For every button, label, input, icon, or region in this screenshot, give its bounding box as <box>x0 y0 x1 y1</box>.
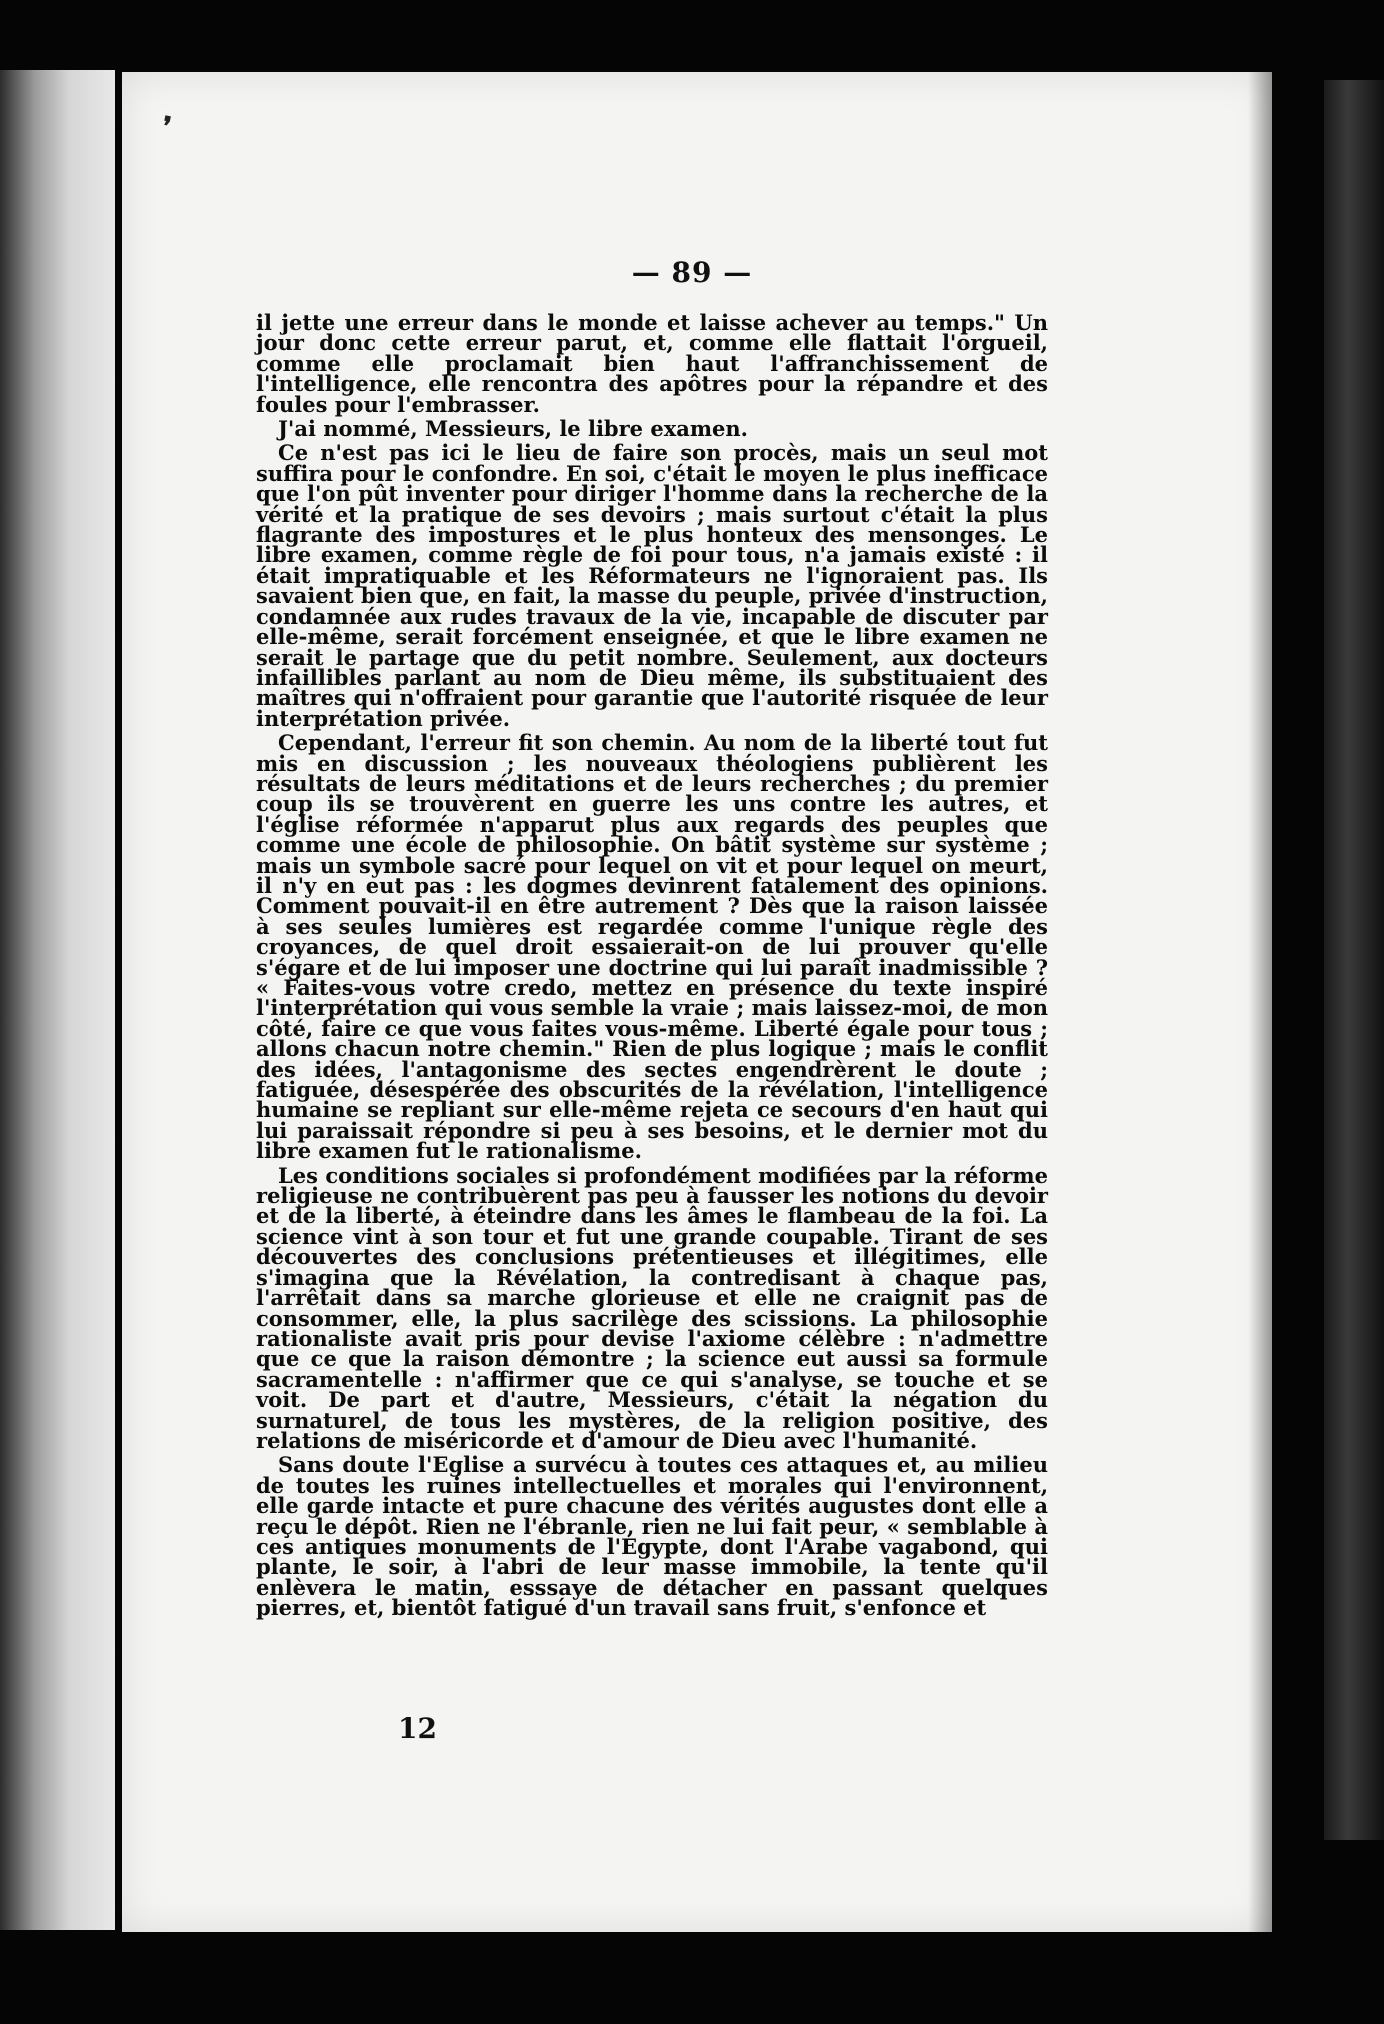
page-number-header: — 89 — <box>631 256 753 289</box>
ink-mark-icon: ❜ <box>158 111 174 143</box>
signature-number: 12 <box>398 1712 437 1745</box>
paragraph-4: Cependant, l'erreur fit son chemin. Au nom de la liberté tout fut mis en discussion ; les nouveaux théologiens publièrent les résultats de leurs méditations et de leurs recherches ; du premier coup ils se trouvèrent en guerre les uns contre les autres, et l'église réformée n'apparut plus aux regards des peuples que comme une école de philosophie. On bâtit système sur système ; mais un symbole sacré pour lequel on vit et pour lequel on meurt, il n'y en eut pas : les dogmes devinrent fatalement des opinions. Comment pouvait-il en être autrement ? Dès que la raison laissée à ses seules lumières est regardée comme l'unique règle des croyances, de quel droit essaierait-on de lui prouver qu'elle s'égare et de lui imposer une doctrine qui lui paraît inadmissible ? « Faites-vous votre credo, mettez en présence du texte inspiré l'interprétation qui vous semble la vraie ; mais laissez-moi, de mon côté, faire ce que vous faites vous-même. Liberté égale pour tous ; allons chacun notre chemin." Rien de plus logique ; mais le conflit des idées, l'antagonisme des sectes engendrèrent le doute ; fatiguée, désespérée des obscurités de la révélation, l'intelligence humaine se repliant sur elle-même rejeta ce secours d'en haut qui lui paraissait répondre si peu à ses besoins, et le dernier mot du libre examen fut le rationalisme. <box>256 730 1048 1164</box>
previous-page-edge <box>0 70 115 1930</box>
body-text <box>256 310 1048 1623</box>
paragraph-6: Sans doute l'Eglise a survécu à toutes ces attaques et, au milieu de toutes les ruines intellectuelles et morales qui l'environnent, elle garde intacte et pure chacune des vérités augustes dont elle a reçu le dépôt. Rien ne l'ébranle, rien ne lui fait peur, « semblable à ces antiques monuments de l'Egypte, dont l'Arabe vagabond, qui plante, le soir, à l'abri de leur masse immobile, la tente qu'il enlèvera le matin, esssaye de détacher en passant quelques pierres, et, bientôt fatigué d'un travail sans fruit, s'enfonce et <box>256 1452 1048 1621</box>
paragraph-3: Ce n'est pas ici le lieu de faire son procès, mais un seul mot suffira pour le confondre. En soi, c'était le moyen le plus inefficace que l'on pût inventer pour diriger l'homme dans la recherche de la vérité et la pratique de ses devoirs ; mais surtout c'était la plus flagrante des impostures et le plus honteux des mensonges. Le libre examen, comme règle de foi pour tous, n'a jamais existé : il était impratiquable et les Réformateurs ne l'ignoraient pas. Ils savaient bien que, en fait, la masse du peuple, privée d'instruction, condamnée aux rudes travaux de la vie, incapable de discuter par elle-même, serait forcément enseignée, et que le libre examen ne serait le partage que du petit nombre. Seulement, aux docteurs infaillibles parlant au nom de Dieu même, ils substituaient des maîtres qui n'offraient pour garantie que l'autorité risquée de leur interprétation privée. <box>256 440 1048 731</box>
book-binding-edge <box>1324 80 1384 1840</box>
paragraph-2: J'ai nommé, Messieurs, le libre examen. <box>278 416 748 442</box>
paragraph-5: Les conditions sociales si profondément modifiées par la réforme religieuse ne contribuèrent pas peu à fausser les notions du devoir et de la liberté, à éteindre dans les âmes le flambeau de la foi. La science vint à son tour et fut une grande coupable. Tirant de ses découvertes des conclusions prétentieuses et illégitimes, elle s'imagina que la Révélation, la contredisant à chaque pas, l'arrêtait dans sa marche glorieuse et elle ne craignit pas de consommer, elle, la plus sacrilège des scissions. La philosophie rationaliste avait pris pour devise l'axiome célèbre : n'admettre que ce que la raison démontre ; la science eut aussi sa formule sacramentelle : n'affirmer que ce qui s'analyse, se touche et se voit. De part et d'autre, Messieurs, c'était la négation du surnaturel, de tous les mystères, de la religion positive, des relations de miséricorde et d'amour de Dieu avec l'humanité. <box>256 1162 1048 1453</box>
paragraph-1: il jette une erreur dans le monde et laisse achever au temps." Un jour donc cette erreur parut, et, comme elle flattait l'orgueil, comme elle proclamait bien haut l'affranchissement de l'intelligence, elle rencontra des apôtres pour la répandre et des foules pour l'embrasser. <box>256 310 1048 417</box>
